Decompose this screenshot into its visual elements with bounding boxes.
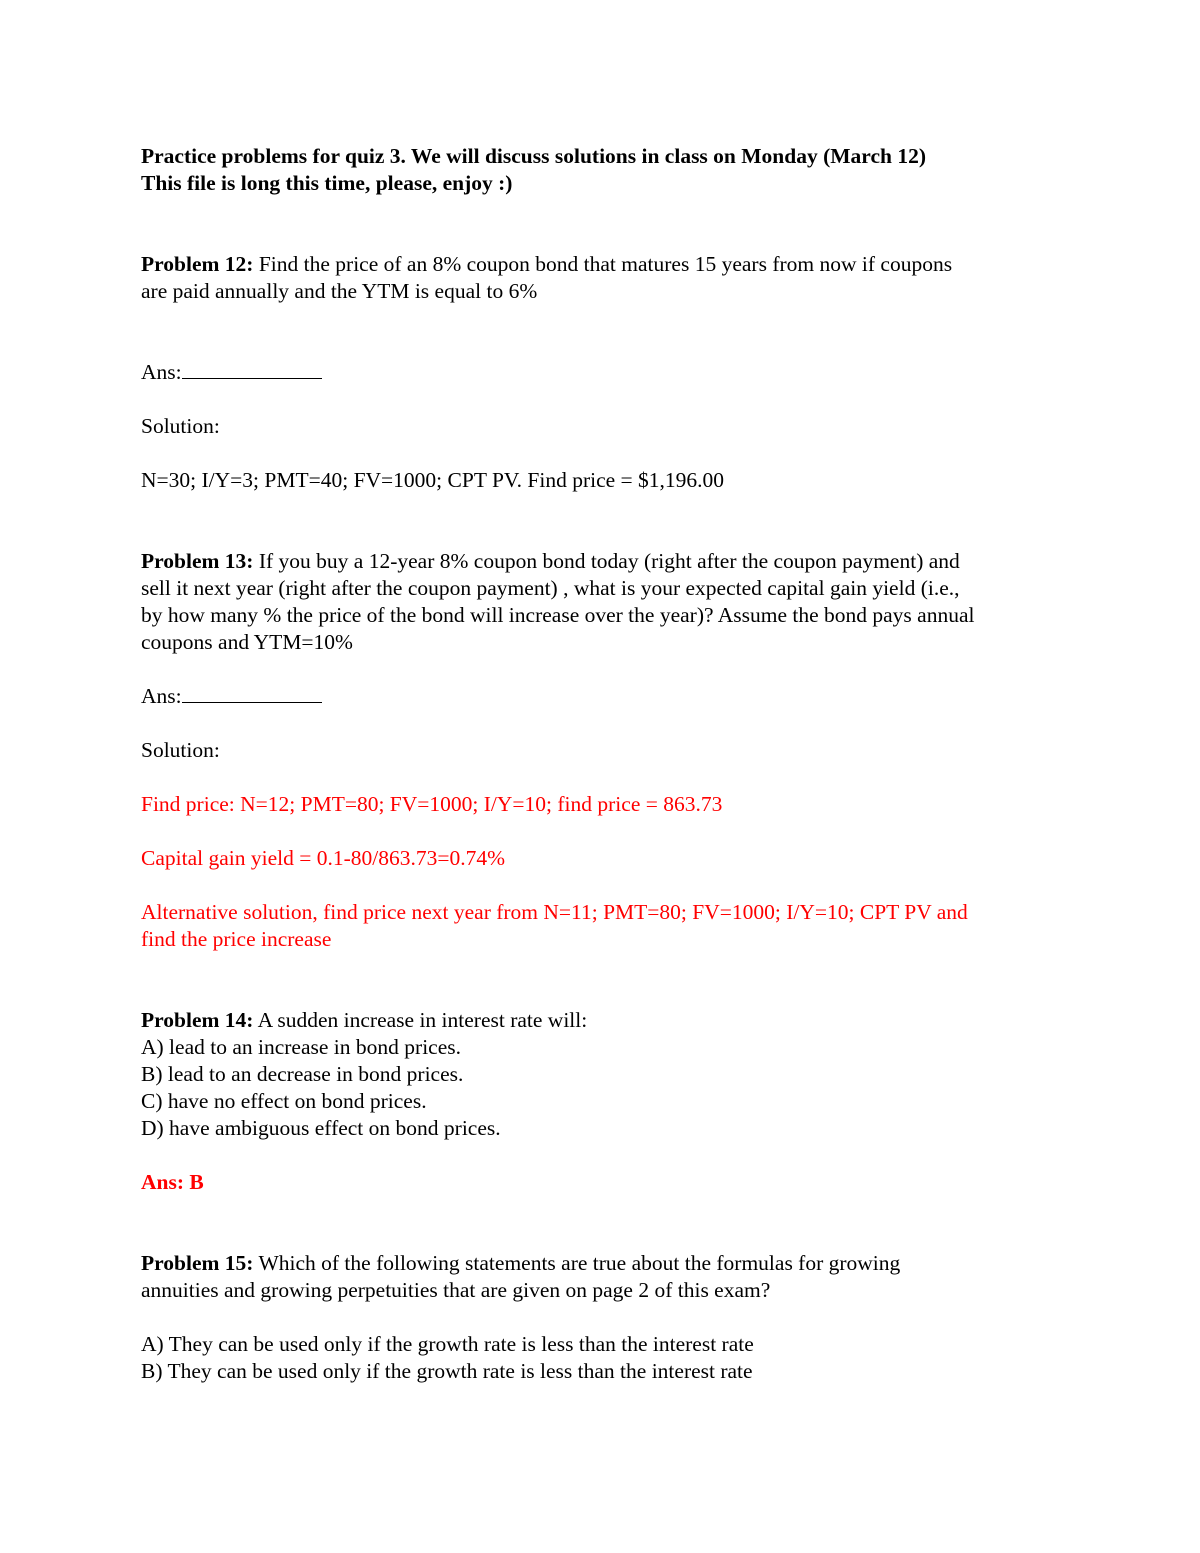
solution-text: N=30; I/Y=3; PMT=40; FV=1000; CPT PV. Find price = $1,196.00 [141,468,725,492]
option-d: D) have ambiguous effect on bond prices. [141,1116,501,1140]
solution-text: Find price: N=12; PMT=80; FV=1000; I/Y=10; find price = 863.73 [141,792,723,816]
problem-text: Which of the following statements are true about the formulas for growing [253,1251,901,1275]
option-a: A) They can be used only if the growth rate is less than the interest rate [141,1332,754,1356]
option-c: C) have no effect on bond prices. [141,1089,427,1113]
problem-label: Problem 12: [141,252,254,276]
solution-text: Capital gain yield = 0.1-80/863.73=0.74% [141,846,506,870]
problem-text: by how many % the price of the bond will increase over the year)? Assume the bond pays annual [141,603,975,627]
document-title: Practice problems for quiz 3. We will discuss solutions in class on Monday (March 12) [141,144,926,168]
problem-text: Find the price of an 8% coupon bond that matures 15 years from now if coupons [253,252,953,276]
problem-text: are paid annually and the YTM is equal to 6% [141,279,538,303]
problem-text: If you buy a 12-year 8% coupon bond today (right after the coupon payment) and [253,549,960,573]
answer-blank [182,684,322,703]
problem-15-statement [141,1250,1071,1277]
problem-13-statement [141,548,1071,575]
answer-blank-line [141,359,1071,386]
solution-label: Solution: [141,414,220,438]
problem-14-statement [141,1007,1071,1034]
ans-label: Ans: [141,360,182,384]
option-a: A) lead to an increase in bond prices. [141,1035,461,1059]
ans-label: Ans: [141,684,182,708]
solution-text: Alternative solution, find price next year from N=11; PMT=80; FV=1000; I/Y=10; CPT PV and [141,900,968,924]
answer-blank-line [141,683,1071,710]
problem-12-statement [141,251,1071,278]
problem-label: Problem 13: [141,549,254,573]
page-content [141,143,1071,1385]
solution-label: Solution: [141,738,220,762]
option-b: B) lead to an decrease in bond prices. [141,1062,464,1086]
document-subtitle: This file is long this time, please, enjoy :) [141,171,513,195]
problem-text: coupons and YTM=10% [141,630,353,654]
solution-text: find the price increase [141,927,332,951]
problem-text: annuities and growing perpetuities that are given on page 2 of this exam? [141,1278,771,1302]
problem-label: Problem 15: [141,1251,254,1275]
problem-text: sell it next year (right after the coupon payment) , what is your expected capital gain yield (i.e., [141,576,960,600]
option-b: B) They can be used only if the growth rate is less than the interest rate [141,1359,753,1383]
answer-blank [182,360,322,379]
problem-text: A sudden increase in interest rate will: [253,1008,588,1032]
answer-text: Ans: B [141,1170,204,1194]
problem-label: Problem 14: [141,1008,254,1032]
